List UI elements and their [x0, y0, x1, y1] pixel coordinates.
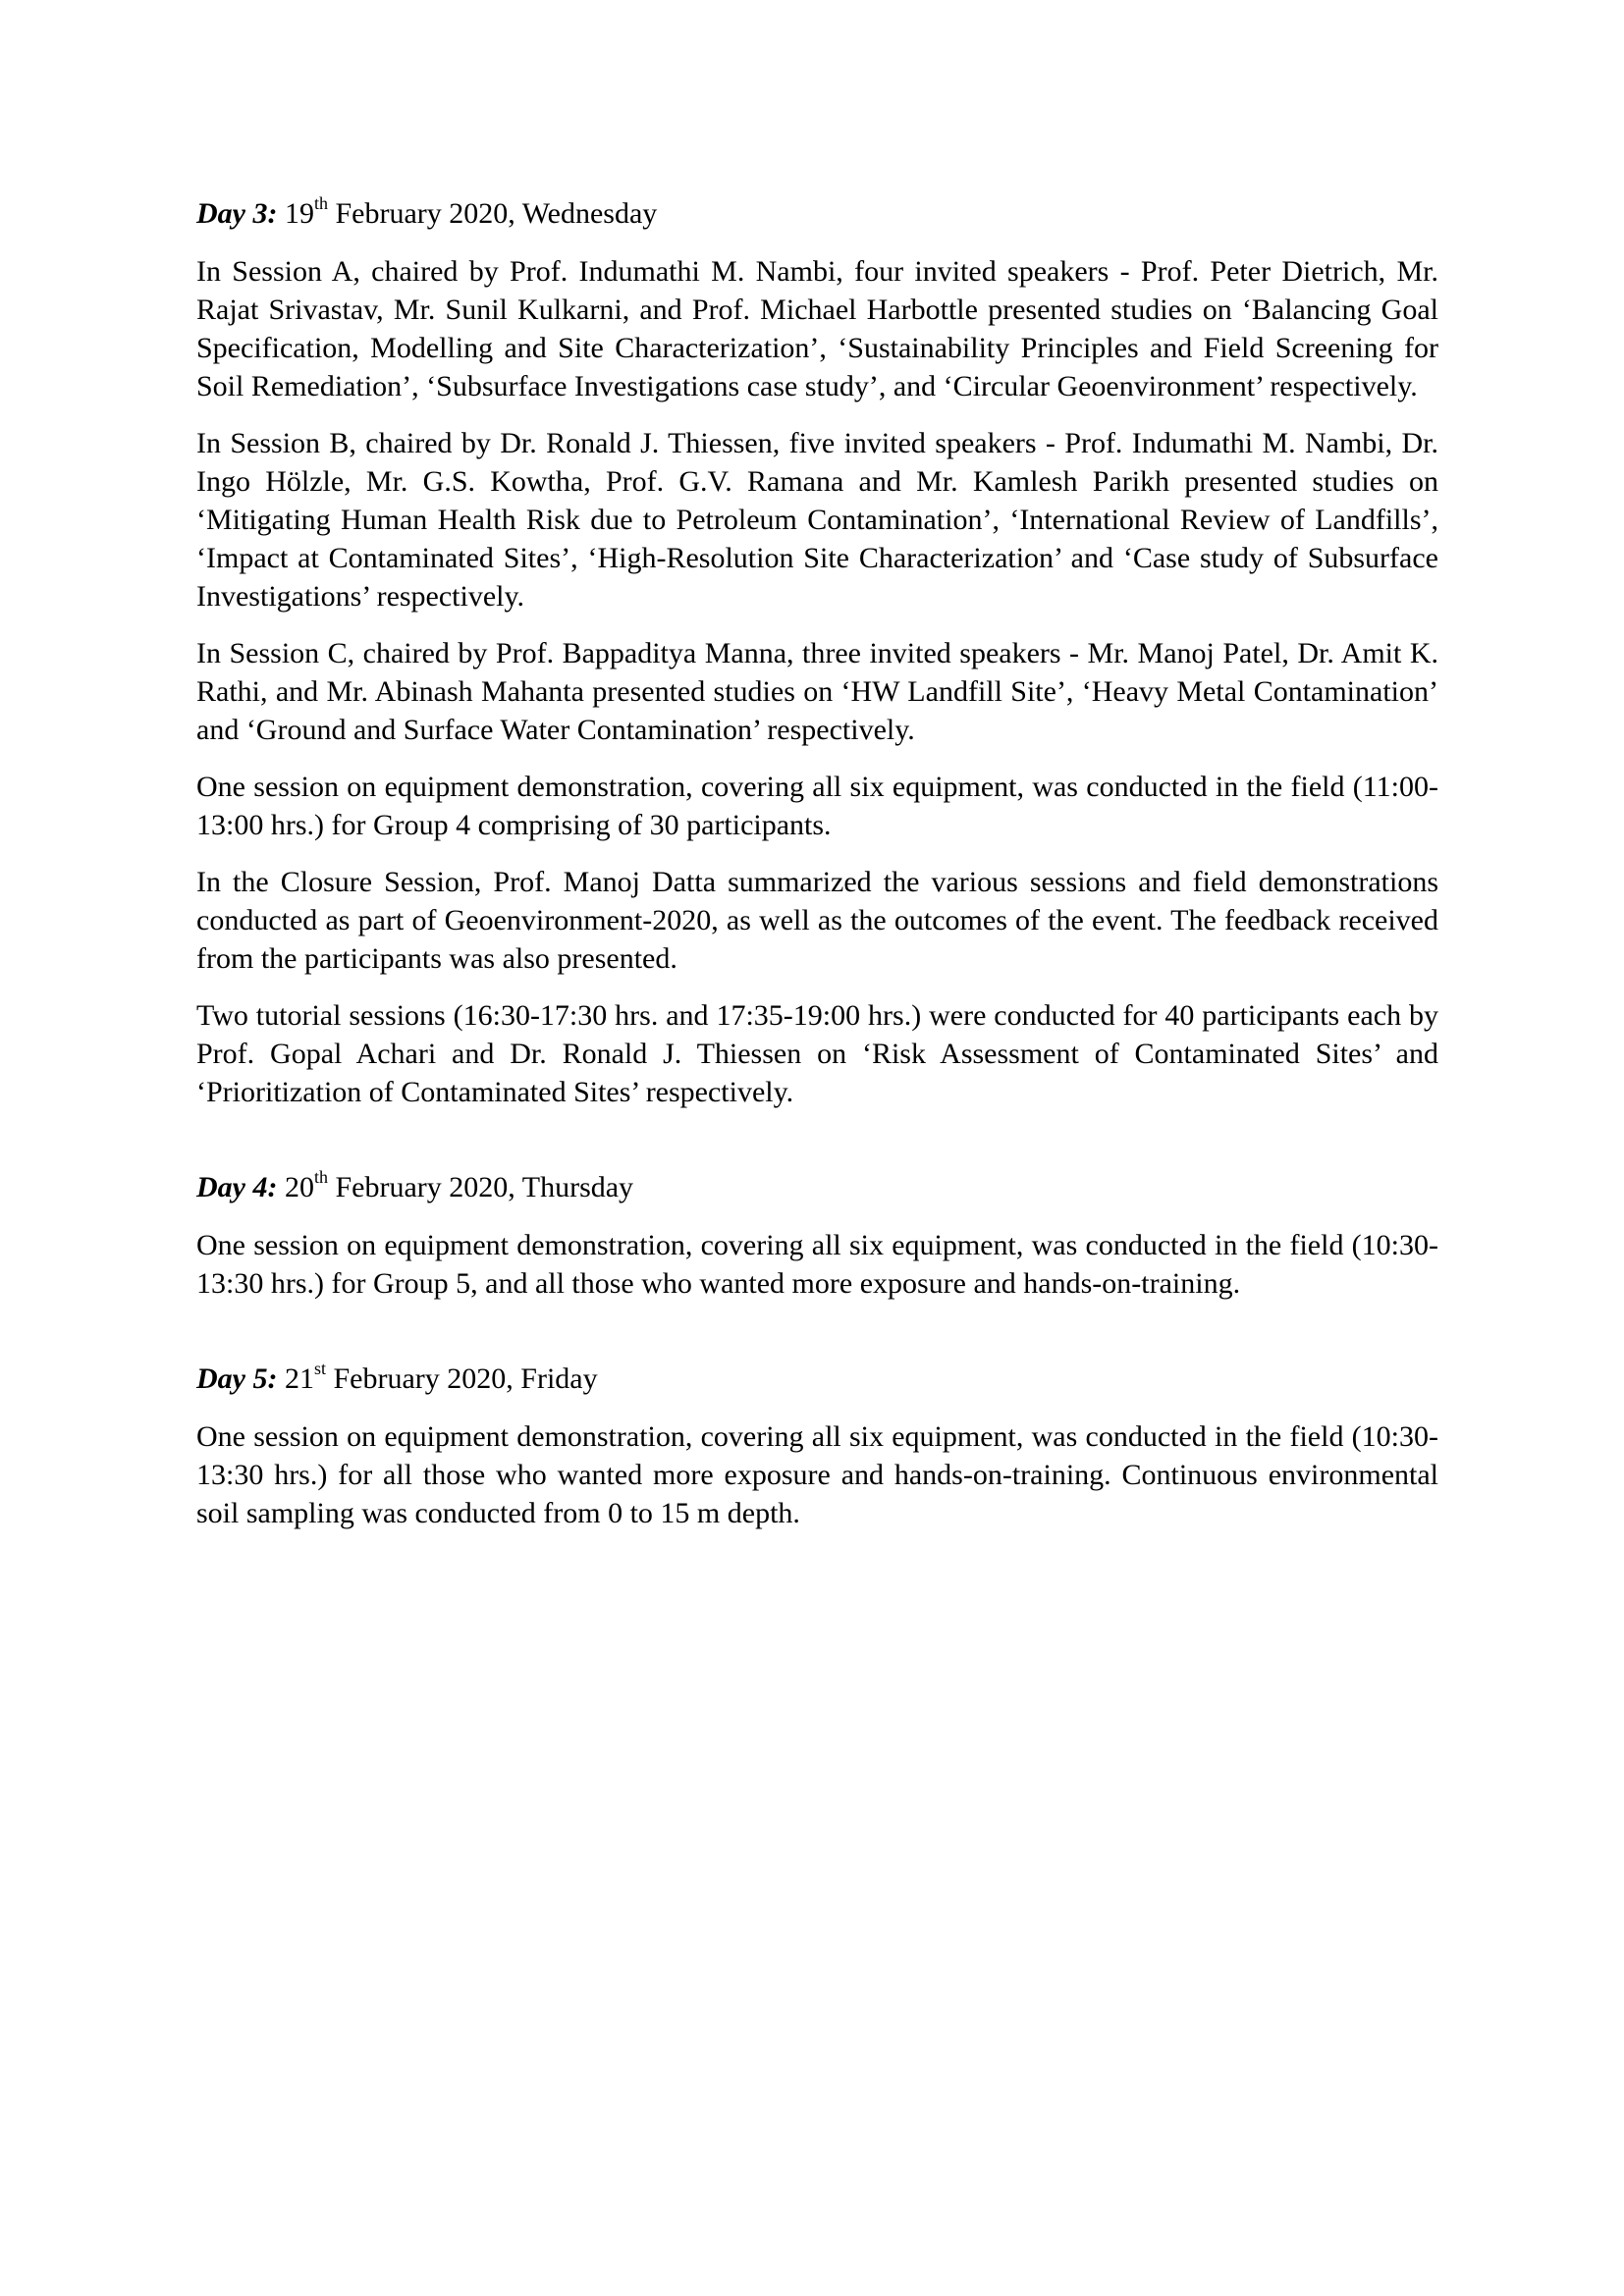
day-5-heading [196, 1360, 1438, 1398]
paragraph-tutorial-sessions: Two tutorial sessions (16:30-17:30 hrs. and 17:35-19:00 hrs.) were conducted for 40 participants each by Prof. Gopal Achari and Dr. Ronald J. Thiessen on ‘Risk Assessment of Contaminated Sites’ and ‘Prioritization of Contaminated Sites’ respectively. [196, 999, 1438, 1108]
ordinal-suffix: th [313, 193, 328, 213]
day-3-section [196, 194, 1438, 1111]
date-text: February 2020, Thursday [328, 1171, 634, 1203]
day-number: 21 [284, 1362, 314, 1395]
paragraph-equipment-demo: One session on equipment demonstration, covering all six equipment, was conducted in the field (10:30-13:30 hrs.) for Group 5, and all those who wanted more exposure and hands-on-training. [196, 1229, 1438, 1300]
paragraph-session-b: In Session B, chaired by Dr. Ronald J. Thiessen, five invited speakers - Prof. Indumathi M. Nambi, Dr. Ingo Hölzle, Mr. G.S. Kowtha, Prof. G.V. Ramana and Mr. Kamlesh Parikh presented studies on ‘Mitigating Human Health Risk due to Petroleum Contamination’, ‘International Review of Landfills’, ‘Impact at Contaminated Sites’, ‘High-Resolution Site Characterization’ and ‘Case study of Subsurface Investigations’ respectively. [196, 427, 1438, 613]
day-number: 20 [284, 1171, 314, 1203]
day-3-heading [196, 194, 1438, 233]
paragraph-session-c: In Session C, chaired by Prof. Bappaditya Manna, three invited speakers - Mr. Manoj Patel, Dr. Amit K. Rathi, and Mr. Abinash Mahanta presented studies on ‘HW Landfill Site’, ‘Heavy Metal Contamination’ and ‘Ground and Surface Water Contamination’ respectively. [196, 637, 1438, 746]
date-text: February 2020, Friday [326, 1362, 598, 1395]
document-page [196, 194, 1438, 1589]
day-number: 19 [284, 197, 314, 230]
day-label: Day 4: [196, 1171, 278, 1203]
day-4-section [196, 1168, 1438, 1303]
ordinal-suffix: th [313, 1167, 328, 1187]
paragraph-equipment-demo: One session on equipment demonstration, covering all six equipment, was conducted in the field (10:30-13:30 hrs.) for all those who wanted more exposure and hands-on-training. Continuous environmental soil sampling was conducted from 0 to 15 m depth. [196, 1420, 1438, 1529]
day-label: Day 3: [196, 197, 278, 230]
ordinal-suffix: st [313, 1359, 326, 1378]
paragraph-session-a: In Session A, chaired by Prof. Indumathi M. Nambi, four invited speakers - Prof. Peter Dietrich, Mr. Rajat Srivastav, Mr. Sunil Kulkarni, and Prof. Michael Harbottle presented studies on ‘Balancing Goal Specification, Modelling and Site Characterization’, ‘Sustainability Principles and Field Screening for Soil Remediation’, ‘Subsurface Investigations case study’, and ‘Circular Geoenvironment’ respectively. [196, 255, 1438, 402]
date-text: February 2020, Wednesday [328, 197, 658, 230]
day-5-section [196, 1360, 1438, 1532]
day-label: Day 5: [196, 1362, 278, 1395]
paragraph-equipment-demo: One session on equipment demonstration, covering all six equipment, was conducted in the field (11:00-13:00 hrs.) for Group 4 comprising of 30 participants. [196, 771, 1438, 841]
day-4-heading [196, 1168, 1438, 1206]
paragraph-closure-session: In the Closure Session, Prof. Manoj Datta summarized the various sessions and field demonstrations conducted as part of Geoenvironment-2020, as well as the outcomes of the event. The feedback received from the participants was also presented. [196, 866, 1438, 975]
